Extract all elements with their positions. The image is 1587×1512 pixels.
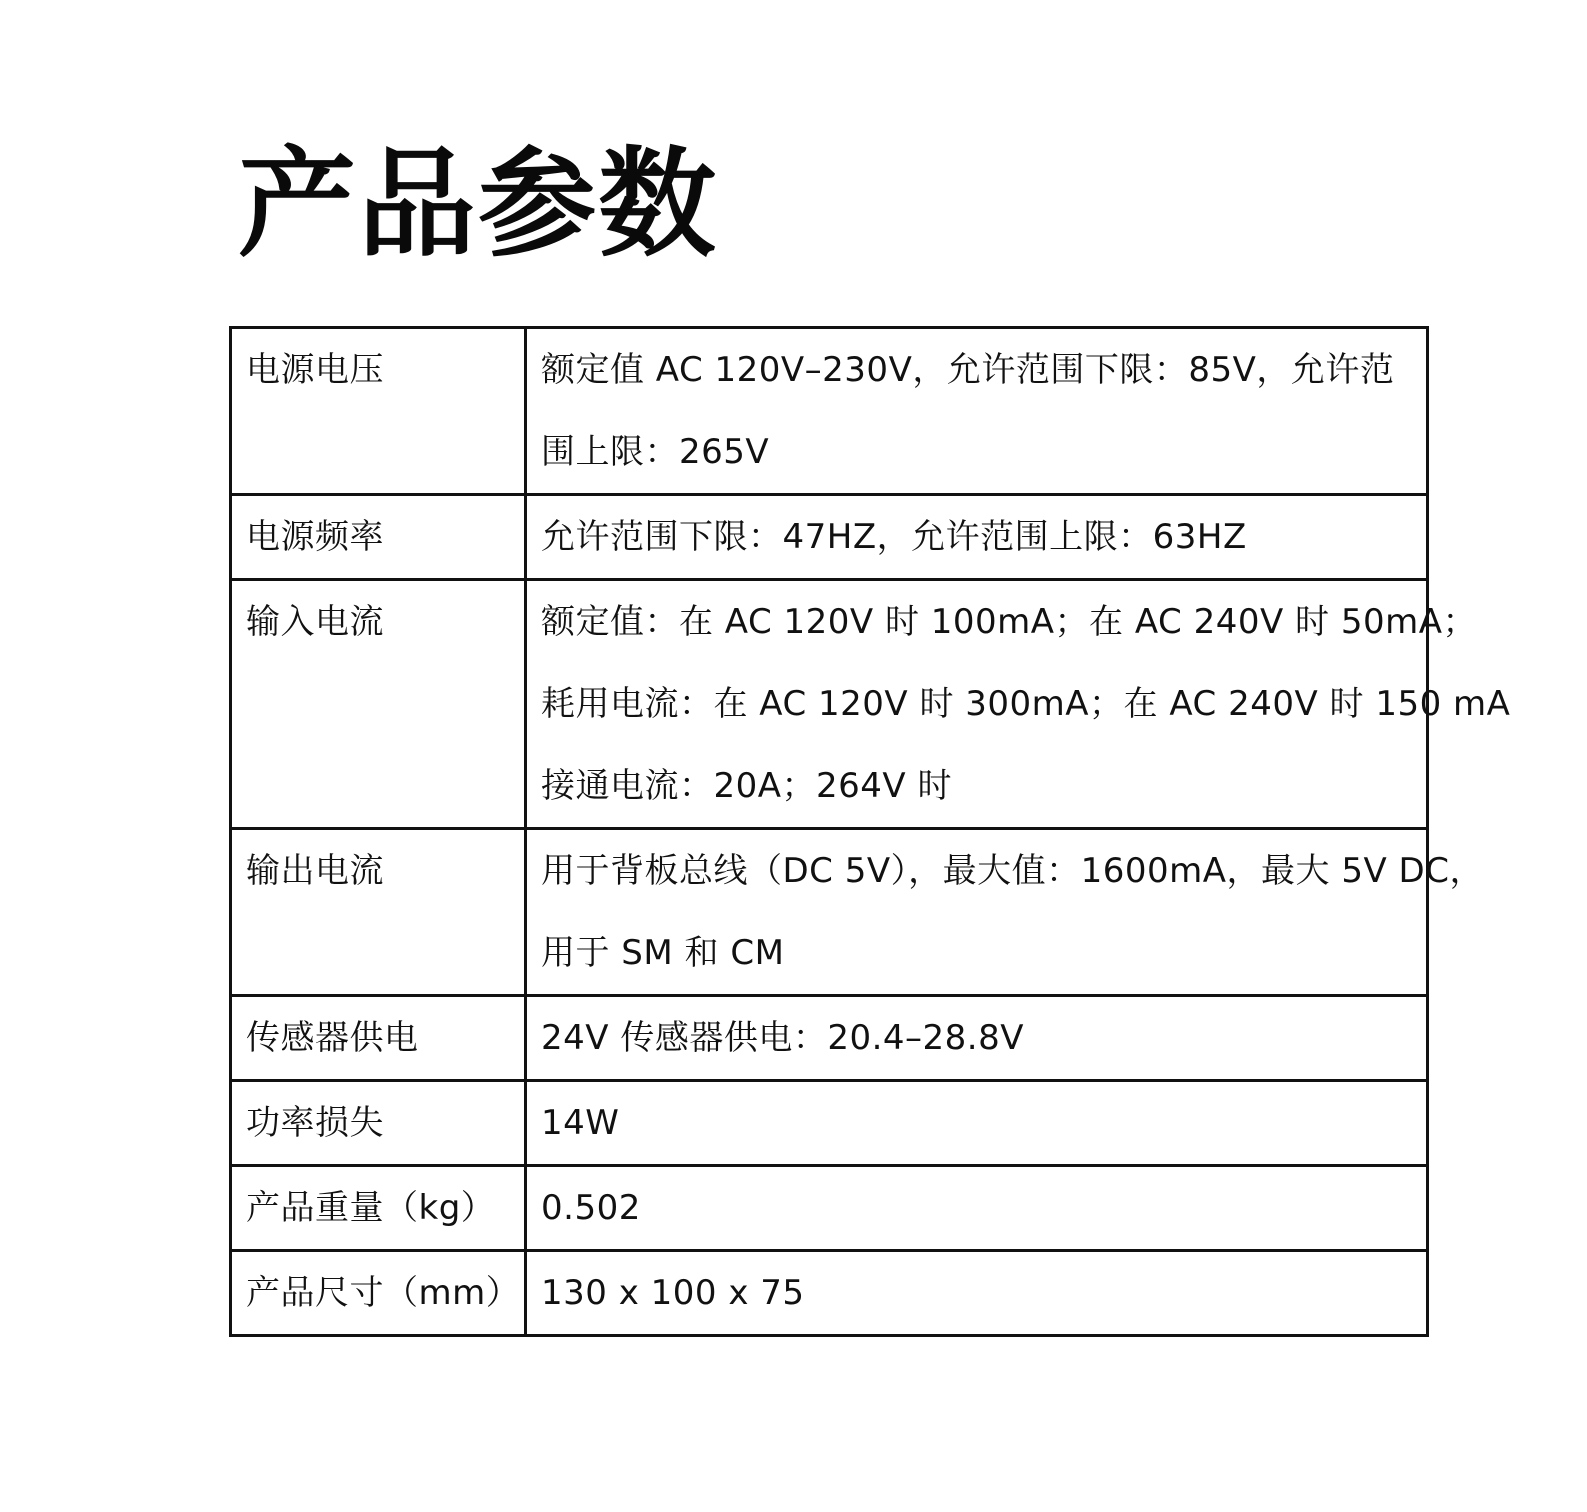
value-line: 24V 传感器供电：20.4–28.8V xyxy=(541,1018,1024,1058)
value-line: 耗用电流：在 AC 120V 时 300mA；在 AC 240V 时 150 mA xyxy=(541,684,1511,724)
table-row xyxy=(231,829,1428,996)
row-value xyxy=(526,495,1428,580)
row-value xyxy=(526,829,1484,996)
value-line: 用于背板总线（DC 5V），最大值：1600mA，最大 5V DC， xyxy=(541,851,1484,891)
table-row xyxy=(231,328,1428,495)
value-line: 允许范围下限：47HZ，允许范围上限：63HZ xyxy=(541,517,1247,557)
row-label: 功率损失 xyxy=(231,1081,526,1166)
value-line: 额定值：在 AC 120V 时 100mA；在 AC 240V 时 50mA； xyxy=(541,602,1477,642)
value-line: 用于 SM 和 CM xyxy=(541,933,785,973)
row-label: 电源频率 xyxy=(231,495,526,580)
row-label: 传感器供电 xyxy=(231,996,526,1081)
row-value xyxy=(526,580,1511,829)
value-line: 0.502 xyxy=(541,1188,641,1228)
row-value xyxy=(526,328,1428,495)
row-label: 电源电压 xyxy=(231,328,526,495)
row-label: 产品重量（kg） xyxy=(231,1166,526,1251)
table-row xyxy=(231,495,1428,580)
table-row xyxy=(231,1081,1428,1166)
row-label: 输出电流 xyxy=(231,829,526,996)
row-label: 输入电流 xyxy=(231,580,526,829)
row-value xyxy=(526,1251,1428,1336)
table-row xyxy=(231,1251,1428,1336)
table-row xyxy=(231,1166,1428,1251)
value-line: 围上限：265V xyxy=(541,432,770,472)
row-label: 产品尺寸（mm） xyxy=(231,1251,526,1336)
table-row xyxy=(231,580,1428,829)
table-row xyxy=(231,996,1428,1081)
row-value xyxy=(526,996,1428,1081)
value-line: 130 x 100 x 75 xyxy=(541,1273,805,1313)
page-title: 产品参数 xyxy=(238,135,719,273)
value-line: 额定值 AC 120V–230V，允许范围下限：85V，允许范 xyxy=(541,350,1395,390)
value-line: 14W xyxy=(541,1103,620,1143)
value-line: 接通电流：20A；264V 时 xyxy=(541,766,952,806)
row-value xyxy=(526,1166,1428,1251)
row-value xyxy=(526,1081,1428,1166)
spec-table xyxy=(229,326,1511,1337)
